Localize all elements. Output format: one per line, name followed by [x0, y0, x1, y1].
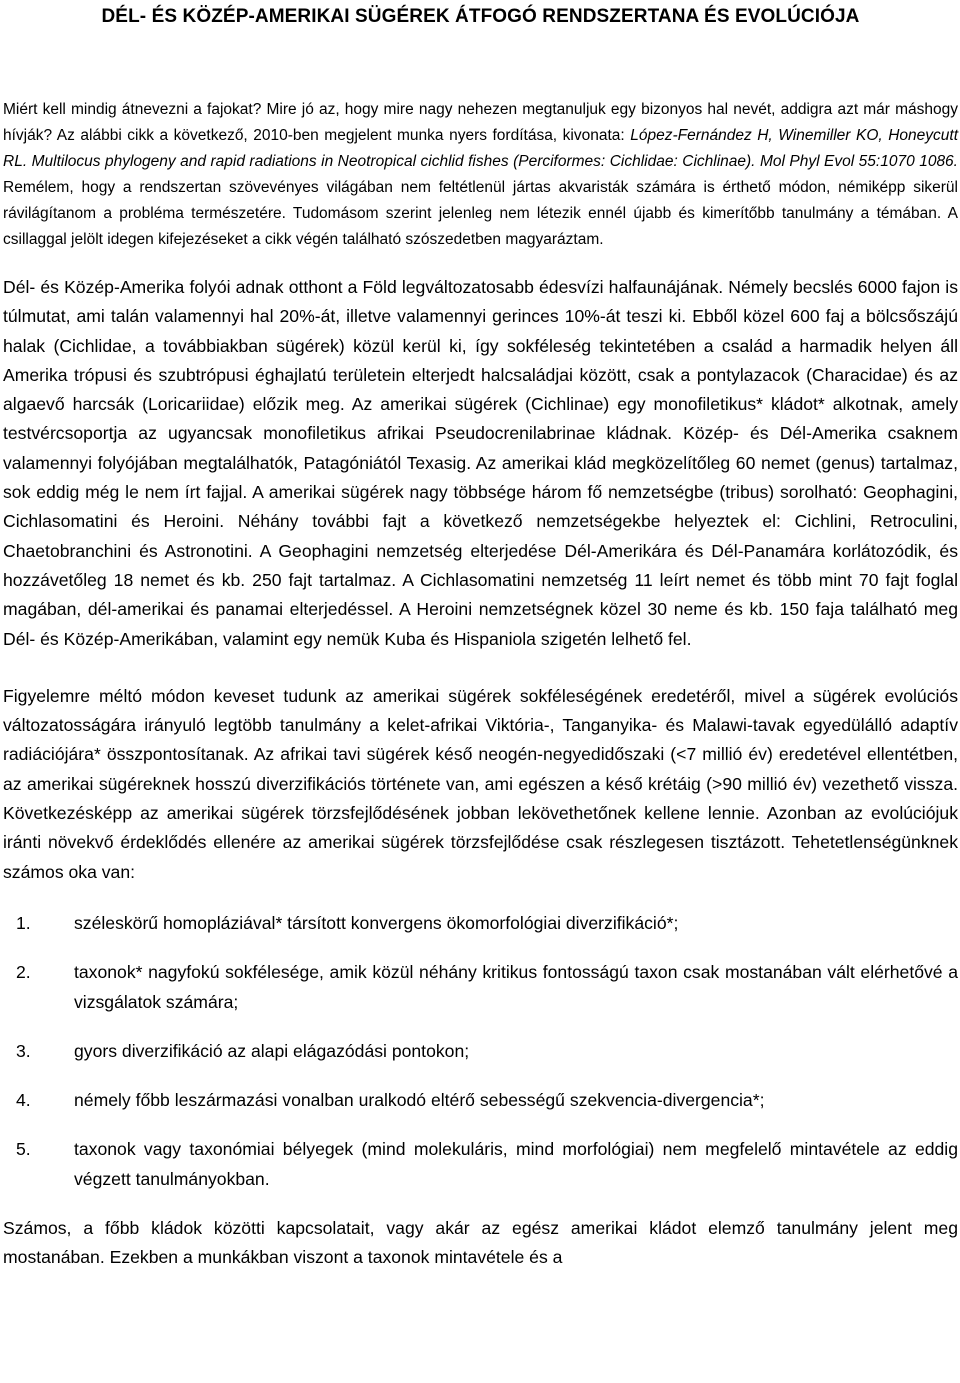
reason-item-3 [3, 1037, 958, 1066]
reason-number: 1. [16, 912, 31, 933]
document-title: DÉL- ÉS KÖZÉP-AMERIKAI SÜGÉREK ÁTFOGÓ RENDSZERTANA ÉS EVOLÚCIÓJA [101, 6, 860, 27]
intro-paragraph [3, 97, 958, 253]
reason-text: gyors diverzifikáció az alapi elágazódási pontokon; [74, 1040, 470, 1061]
reason-text: taxonok vagy taxonómiai bélyegek (mind molekuláris, mind morfológiai) nem megfelelő mintavétele az eddig végzett tanulmányokban. [74, 1139, 958, 1189]
intro-citation: López-Fernández H, Winemiller KO, Honeycutt RL. Multilocus phylogeny and rapid radiations in Neotropical cichlid fishes (Perciformes: Cichlidae: Cichlinae). Mol Phyl Evol 55:1070 1086. [3, 127, 959, 170]
body-paragraph-2: Figyelemre méltó módon keveset tudunk az amerikai sügérek sokféleségének eredetéről, mivel a sügérek evolúciós változatosságára irányuló legtöbb tanulmány a kelet-afrikai Viktória-, Tanganyika- és Malawi-tavak egyedülálló adaptív radiációjára* összpontosítanak. Az afrikai tavi sügérek késő neogén-negyedidőszaki (<7 millió év) eredetével ellentétben, az amerikai sügéreknek hosszú diverzifikációs története van, ami egészen a késő krétáig (>90 millió év) vezethető vissza. Következésképp az amerikai sügérek törzsfejlődésének jobban lekövethetőnek kellene lennie. Azonban az evolúciójuk iránti növekvő érdeklődés ellenére az amerikai sügérek törzsfejlődése csak részlegesen tisztázott. Tehetetlenségünknek számos oka van: [3, 685, 958, 882]
body-paragraph-1: Dél- és Közép-Amerika folyói adnak otthont a Föld legváltozatosabb édesvízi halfaunájának. Némely becslés 6000 fajon is túlmutat, ami talán valamennyi hal 20%-át, illetve valamennyi gerinces 10%-át teszi ki. Ebből közel 600 faj a bölcsőszájú halak (Cichlidae, a továbbiakban sügérek) közül kerül ki, így sokféleség tekintetében a család a harmadik helyen áll Amerika trópusi és szubtrópusi éghajlatú területein elterjedt halcsaládjai között, csak a pontylazacok (Characidae) és az algaevő harcsák (Loricariidae) előzik meg. Az amerikai sügérek (Cichlinae) egy monofiletikus* kládot* alkotnak, amely testvércsoportja az ugyancsak monofiletikus afrikai Pseudocrenilabrinae kládnak. Közép- és Dél-Amerika csaknem valamennyi folyójában megtalálhatók, Patagóniától Texasig. Az amerikai klád megközelítőleg 60 nemet (genus) tartalmaz, sok eddig még le nem írt fajjal. A amerikai sügérek nagy többsége három fő nemzetségbe (tribus) sorolható: Geophagini, Cichlasomatini és Heroini. Néhány további fajt a következő nemzetségekbe helyeztek el: Cichlini, Retroculini, Chaetobranchini és Astronotini. A Geophagini nemzetség elterjedése Dél-Amerikára és Dél-Panamára korlátozódik, és hozzávetőleg 18 nemet és kb. 250 fajt tartalmaz. A Cichlasomatini nemzetség 11 leírt nemet és több mint 70 fajt foglal magában, dél-amerikai és panamai elterjedéssel. A Heroini nemzetségnek közel 30 neme és kb. 150 faja található meg Dél- és Közép-Amerikában, valamint egy nemük Kuba és Hispaniola szigetén lelhető fel. [3, 277, 958, 649]
intro-text-after-citation: Remélem, hogy a rendszertan szövevényes világában nem feltétlenül jártas akvaristák számára is érthető módon, némiképp sikerül rávilágítanom a probléma természetére. Tudomásom szerint jelenleg nem létezik ennél újabb és kimerítőbb tanulmány a témában. A csillaggal jelölt idegen kifejezéseket a cikk végén található szószedetben magyaráztam. [3, 179, 958, 248]
reason-text: némely főbb leszármazási vonalban uralkodó eltérő sebességű szekvencia-divergencia*; [74, 1090, 765, 1111]
reason-number: 4. [16, 1090, 31, 1111]
reason-text: taxonok* nagyfokú sokfélesége, amik közül néhány kritikus fontosságú taxon csak mostanában vált elérhetővé a vizsgálatok számára; [74, 962, 958, 1012]
reason-number: 5. [16, 1139, 31, 1160]
reason-number: 2. [16, 962, 31, 983]
reason-number: 3. [16, 1040, 31, 1061]
reason-item-1 [3, 909, 958, 938]
reason-text: széleskörű homopláziával* társított konvergens ökomorfológiai diverzifikáció*; [74, 912, 679, 933]
reason-item-5 [3, 1135, 958, 1194]
reasons-list [3, 909, 958, 1194]
reason-item-2 [3, 958, 958, 1017]
reason-item-4 [3, 1086, 958, 1115]
body-paragraph-3: Számos, a főbb kládok közötti kapcsolatait, vagy akár az egész amerikai kládot elemző tanulmány jelent meg mostanában. Ezekben a munkákban viszont a taxonok mintavétele és a [3, 1218, 958, 1268]
intro-text-before-citation: Miért kell mindig átnevezni a fajokat? Mire jó az, hogy mire nagy nehezen megtanuljuk egy bizonyos hal nevét, addigra azt már máshogy hívják? Az alábbi cikk a következő, 2010-ben megjelent munka nyers fordítása, kivonata: [3, 101, 958, 144]
